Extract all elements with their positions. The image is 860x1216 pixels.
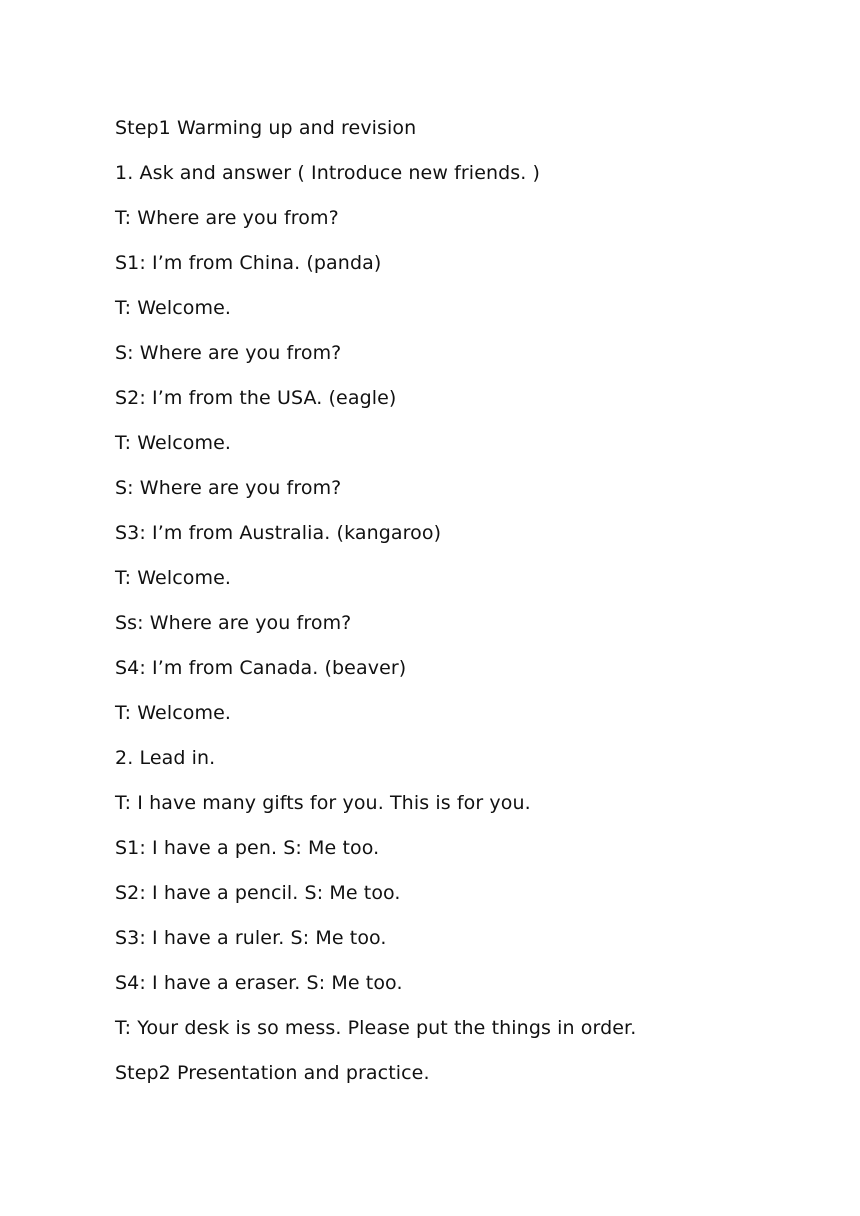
dialogue-line: S4: I’m from Canada. (beaver) (115, 657, 407, 679)
dialogue-line: T: Where are you from? (115, 207, 339, 229)
section-2-heading: 2. Lead in. (115, 747, 216, 769)
dialogue-line: S3: I have a ruler. S: Me too. (115, 927, 387, 949)
dialogue-line: T: Welcome. (115, 297, 232, 319)
dialogue-line: S: Where are you from? (115, 342, 342, 364)
dialogue-line: S3: I’m from Australia. (kangaroo) (115, 522, 442, 544)
dialogue-line: S2: I have a pencil. S: Me too. (115, 882, 401, 904)
dialogue-line: T: Welcome. (115, 432, 232, 454)
dialogue-line: T: Welcome. (115, 702, 232, 724)
dialogue-line: Ss: Where are you from? (115, 612, 352, 634)
step2-heading: Step2 Presentation and practice. (115, 1062, 430, 1084)
step1-heading: Step1 Warming up and revision (115, 117, 417, 139)
document-body (115, 114, 815, 1104)
dialogue-line: T: I have many gifts for you. This is for you. (115, 792, 531, 814)
dialogue-line: S2: I’m from the USA. (eagle) (115, 387, 397, 409)
section-1-heading: 1. Ask and answer ( Introduce new friends. ) (115, 162, 541, 184)
dialogue-line: S: Where are you from? (115, 477, 342, 499)
dialogue-line: S4: I have a eraser. S: Me too. (115, 972, 403, 994)
dialogue-line: T: Your desk is so mess. Please put the things in order. (115, 1017, 637, 1039)
dialogue-line: S1: I have a pen. S: Me too. (115, 837, 380, 859)
dialogue-line: S1: I’m from China. (panda) (115, 252, 382, 274)
dialogue-line: T: Welcome. (115, 567, 232, 589)
